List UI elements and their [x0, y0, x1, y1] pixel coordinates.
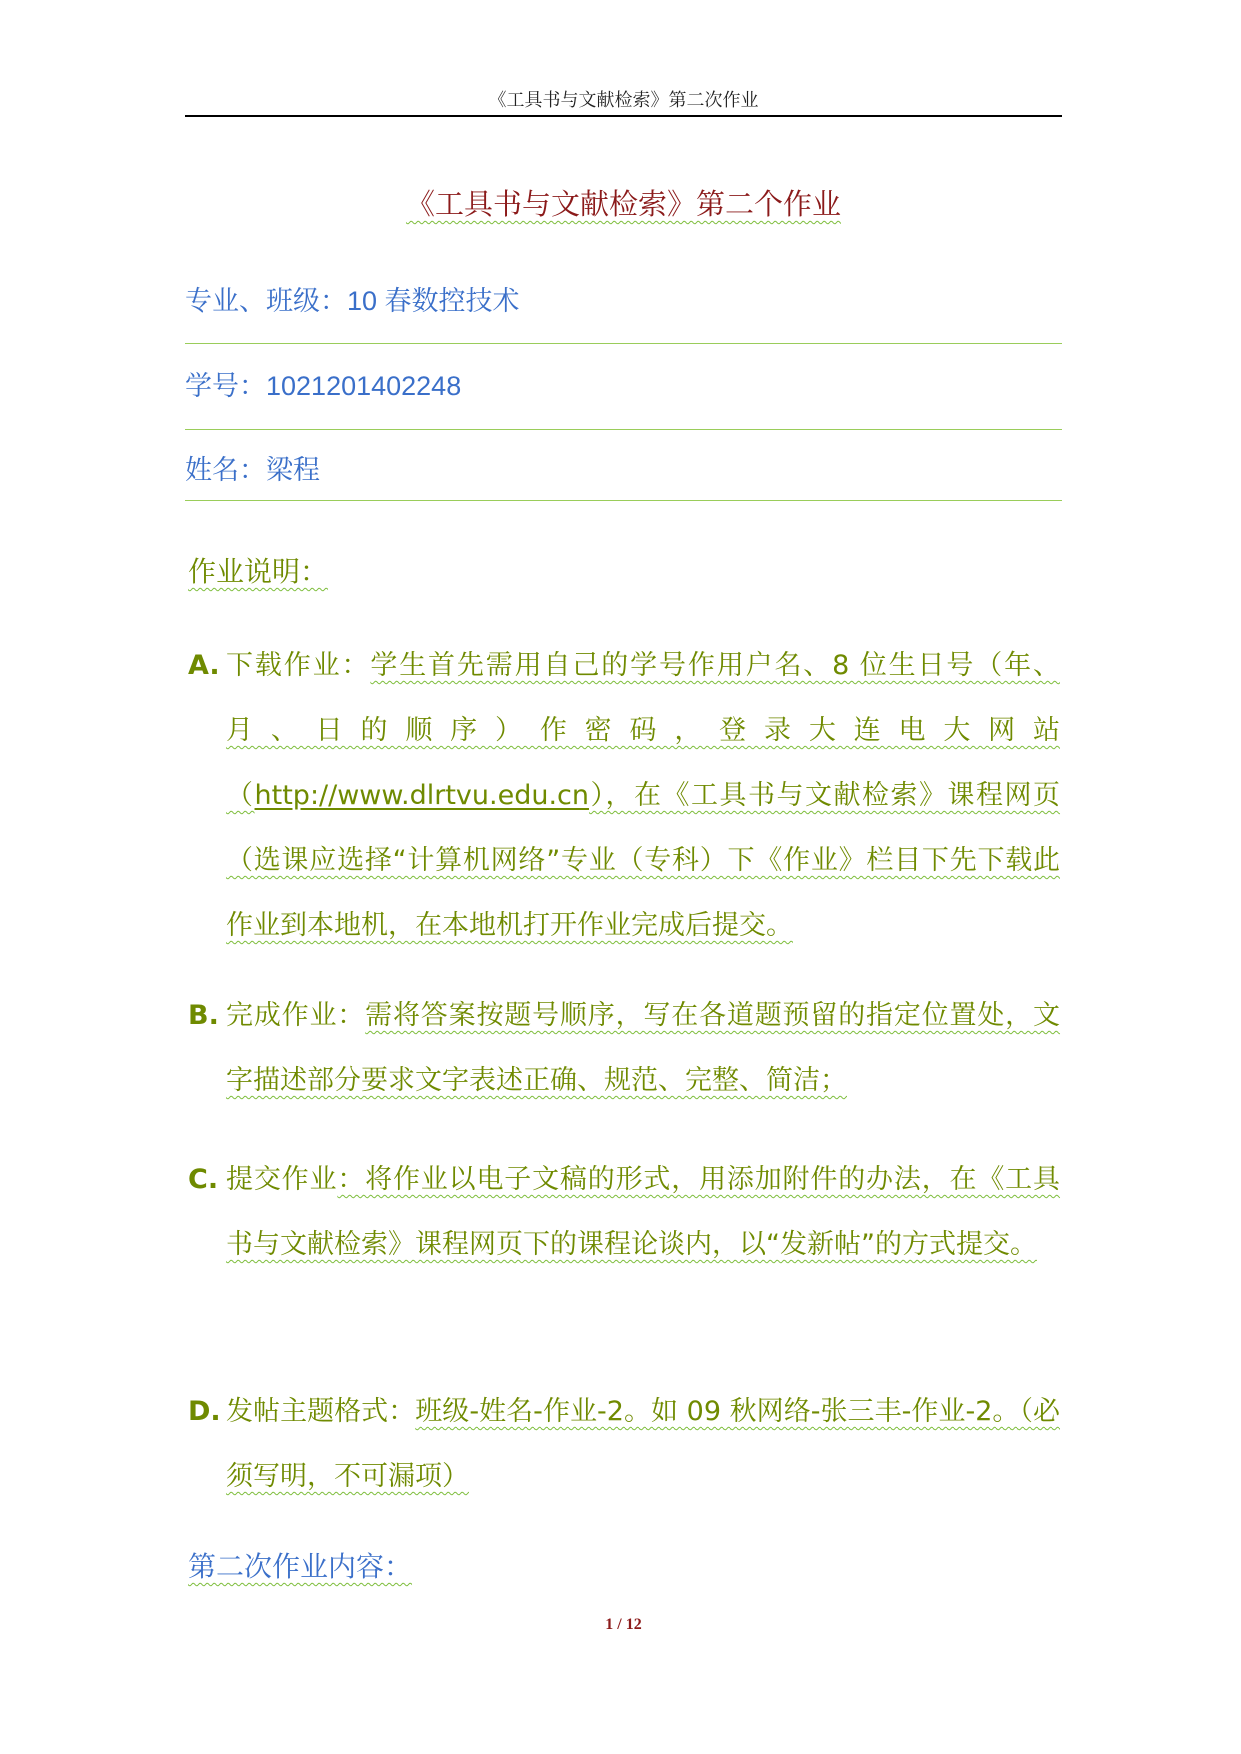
student-id-row: [185, 364, 1062, 403]
running-header: 《工具书与文献检索》第二次作业: [488, 90, 759, 111]
instruction-item-b: [188, 983, 1060, 1113]
item-body: [226, 983, 1060, 1113]
item-text: 需将答案按题号顺序，写在各道题预留的指定位置处，文字描述部分要求文字表述正确、规范、完整、简洁；: [226, 1000, 1061, 1096]
item-body: [226, 1147, 1060, 1277]
document-title: 《工具书与文献检索》第二个作业: [405, 187, 841, 221]
item-body: [226, 1379, 1060, 1509]
info-divider: [185, 500, 1062, 501]
item-text: 学生首先需用自己的学号作用户名、8 位生日号（年、月、日的顺序）作密码，登录大连电大网站（: [226, 650, 1060, 811]
major-class-row: [185, 279, 1062, 318]
major-label: 专业、班级：: [185, 286, 347, 317]
item-lead: 提交作业: [226, 1164, 338, 1195]
item-lead: 发帖主题格式：: [226, 1396, 416, 1427]
name-row: [185, 448, 1062, 487]
item-text: ），在《工具书与文献检索》课程网页（选课应选择“计算机网络”专业（专科）下《作业》栏目下先下载此作业到本地机，在本地机打开作业完成后提交。: [226, 780, 1061, 941]
instruction-item-c: [188, 1147, 1060, 1277]
instruction-item-d: [188, 1379, 1060, 1509]
info-divider: [185, 429, 1062, 430]
name-value: 梁程: [266, 455, 320, 485]
website-link[interactable]: http://www.dlrtvu.edu.cn: [254, 780, 589, 811]
instruction-item-a: [188, 633, 1060, 958]
page-number: 1 / 12: [605, 1616, 642, 1633]
item-text: 班级-姓名-作业-2。如 09 秋网络-张三丰-作业-2。（必须写明，不可漏项）: [226, 1396, 1060, 1492]
item-letter: C.: [188, 1164, 219, 1195]
instructions-heading: 作业说明：: [188, 555, 329, 588]
assignment-content-heading: 第二次作业内容：: [188, 1550, 413, 1583]
item-lead: 完成作业：: [226, 1000, 366, 1031]
item-letter: D.: [188, 1396, 221, 1427]
student-id-label: 学号：: [185, 371, 266, 402]
header-rule: [185, 115, 1062, 117]
info-divider: [185, 343, 1062, 344]
item-letter: B.: [188, 1000, 219, 1031]
item-letter: A.: [188, 650, 220, 681]
major-value: 10 春数控技术: [347, 286, 520, 316]
item-lead: 下载作业：: [226, 650, 371, 681]
item-text: ：将作业以电子文稿的形式，用添加附件的办法，在《工具书与文献检索》课程网页下的课程论谈内，以“发新帖”的方式提交。: [226, 1164, 1061, 1260]
item-body: [226, 633, 1060, 958]
name-label: 姓名：: [185, 455, 266, 486]
student-id-value: 1021201402248: [266, 371, 462, 401]
